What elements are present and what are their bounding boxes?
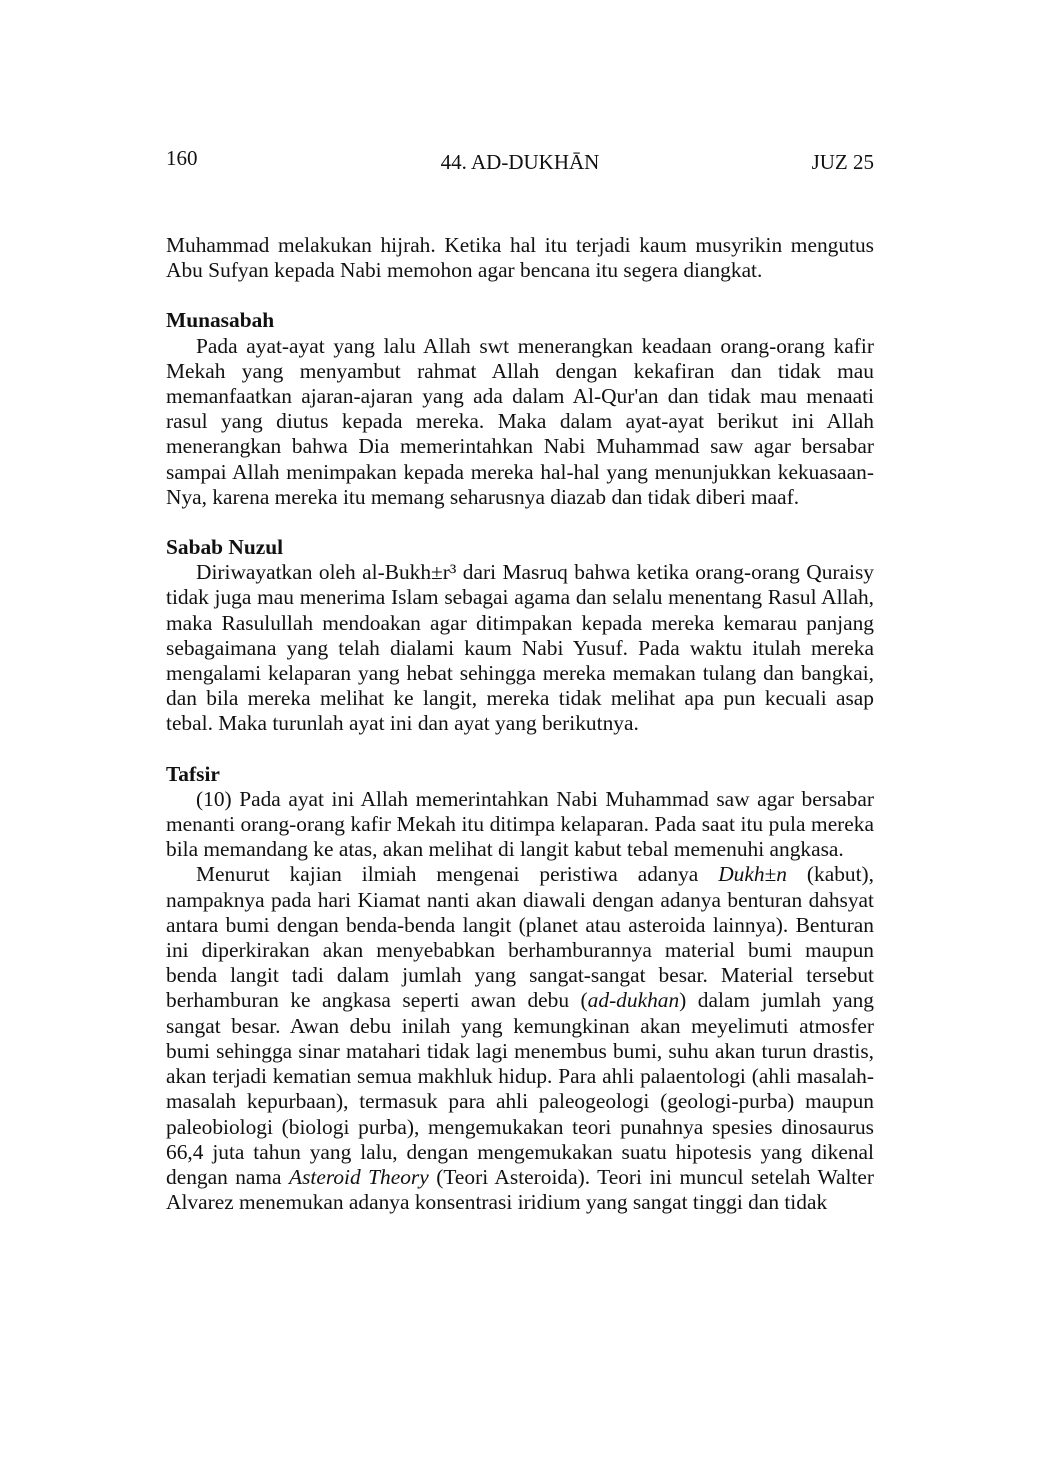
sabab-nuzul-heading: Sabab Nuzul (166, 535, 284, 560)
tafsir-text-segment: (Teori Asteroida). Teori ini muncul setelah Walter Alvarez menemukan adanya konsentrasi iridium yang sangat tinggi dan tidak (166, 1164, 874, 1215)
sabab-nuzul-paragraph: Diriwayatkan oleh al-Bukh±r³ dari Masruq bahwa ketika orang-orang Quraisy tidak juga mau menerima Islam sebagai agama dan selalu menentang Rasul Allah, maka Rasulullah mendoakan agar ditimpakan kepada mereka kemarau panjang sebagaimana yang telah dialami kaum Nabi Yusuf. Pada waktu itulah mereka mengalami kelaparan yang hebat sehingga mereka memakan tulang dan bangkai, dan bila mereka melihat ke langit, mereka tidak melihat apa pun kecuali asap tebal. Maka turunlah ayat ini dan ayat yang berikutnya. (166, 560, 874, 736)
page-number: 160 (166, 146, 198, 170)
tafsir-text-segment: ) dalam jumlah yang sangat besar. Awan debu inilah yang kemungkinan akan meyelimuti atmosfer bumi sehingga sinar matahari tidak lagi menembus bumi, suhu akan turun drastis, akan terjadi kematian semua makhluk hidup. Para ahli palaentologi (ahli masalah-masalah kepurbaan), termasuk para ahli paleogeologi (geologi-purba) maupun paleobiologi (biologi purba), mengemukakan teori punahnya spesies dinosaurus 66,4 juta tahun yang lalu, dengan mengemukakan suatu hipotesis yang dikenal dengan nama (166, 988, 874, 1189)
page-body (166, 233, 874, 1215)
page-header (166, 146, 874, 176)
tafsir-paragraph-1: (10) Pada ayat ini Allah memerintahkan Nabi Muhammad saw agar bersabar menanti orang-orang kafir Mekah itu ditimpa kelaparan. Pada saat itu pula mereka bila memandang ke atas, akan melihat di langit kabut tebal memenuhi angkasa. (166, 786, 874, 862)
tafsir-heading: Tafsir (166, 761, 220, 786)
munasabah-paragraph: Pada ayat-ayat yang lalu Allah swt menerangkan keadaan orang-orang kafir Mekah yang menyambut rahmat Allah dengan kekafiran dan tidak mau memanfaatkan ajaran-ajaran yang ada dalam Al-Qur'an dan tidak mau menaati rasul yang diutus kepada mereka. Maka dalam ayat-ayat berikut ini Allah menerangkan bahwa Dia memerintahkan Nabi Muhammad saw agar bersabar sampai Allah menimpakan kepada mereka hal-hal yang menunjukkan kekuasaan-Nya, karena mereka itu memang seharusnya diazab dan tidak diberi maaf. (166, 333, 874, 509)
chapter-title: 44. AD-DUKHĀN (440, 150, 600, 174)
dukhan-term: Dukh±n (718, 862, 787, 887)
tafsir-text-segment: Menurut kajian ilmiah mengenai peristiwa adanya (196, 862, 719, 887)
asteroid-theory-term: Asteroid Theory (289, 1164, 429, 1189)
munasabah-heading: Munasabah (166, 308, 275, 333)
ad-dukhan-term: ad-dukhan (587, 988, 680, 1013)
juz-label: JUZ 25 (811, 150, 874, 174)
intro-paragraph: Muhammad melakukan hijrah. Ketika hal itu terjadi kaum musyrikin mengutus Abu Sufyan kepada Nabi memohon agar bencana itu segera diangkat. (166, 233, 874, 283)
tafsir-paragraph-2 (166, 862, 874, 1215)
tafsir-text-segment: (kabut), nampaknya pada hari Kiamat nanti akan diawali dengan adanya benturan dahsyat antara bumi dengan benda-benda langit (planet atau asteroida lainnya). Benturan ini diperkirakan akan menyebabkan berhamburannya material bumi maupun benda langit tadi dalam jumlah yang sangat-sangat besar. Material tersebut berhamburan ke angkasa seperti awan debu ( (166, 862, 874, 1013)
